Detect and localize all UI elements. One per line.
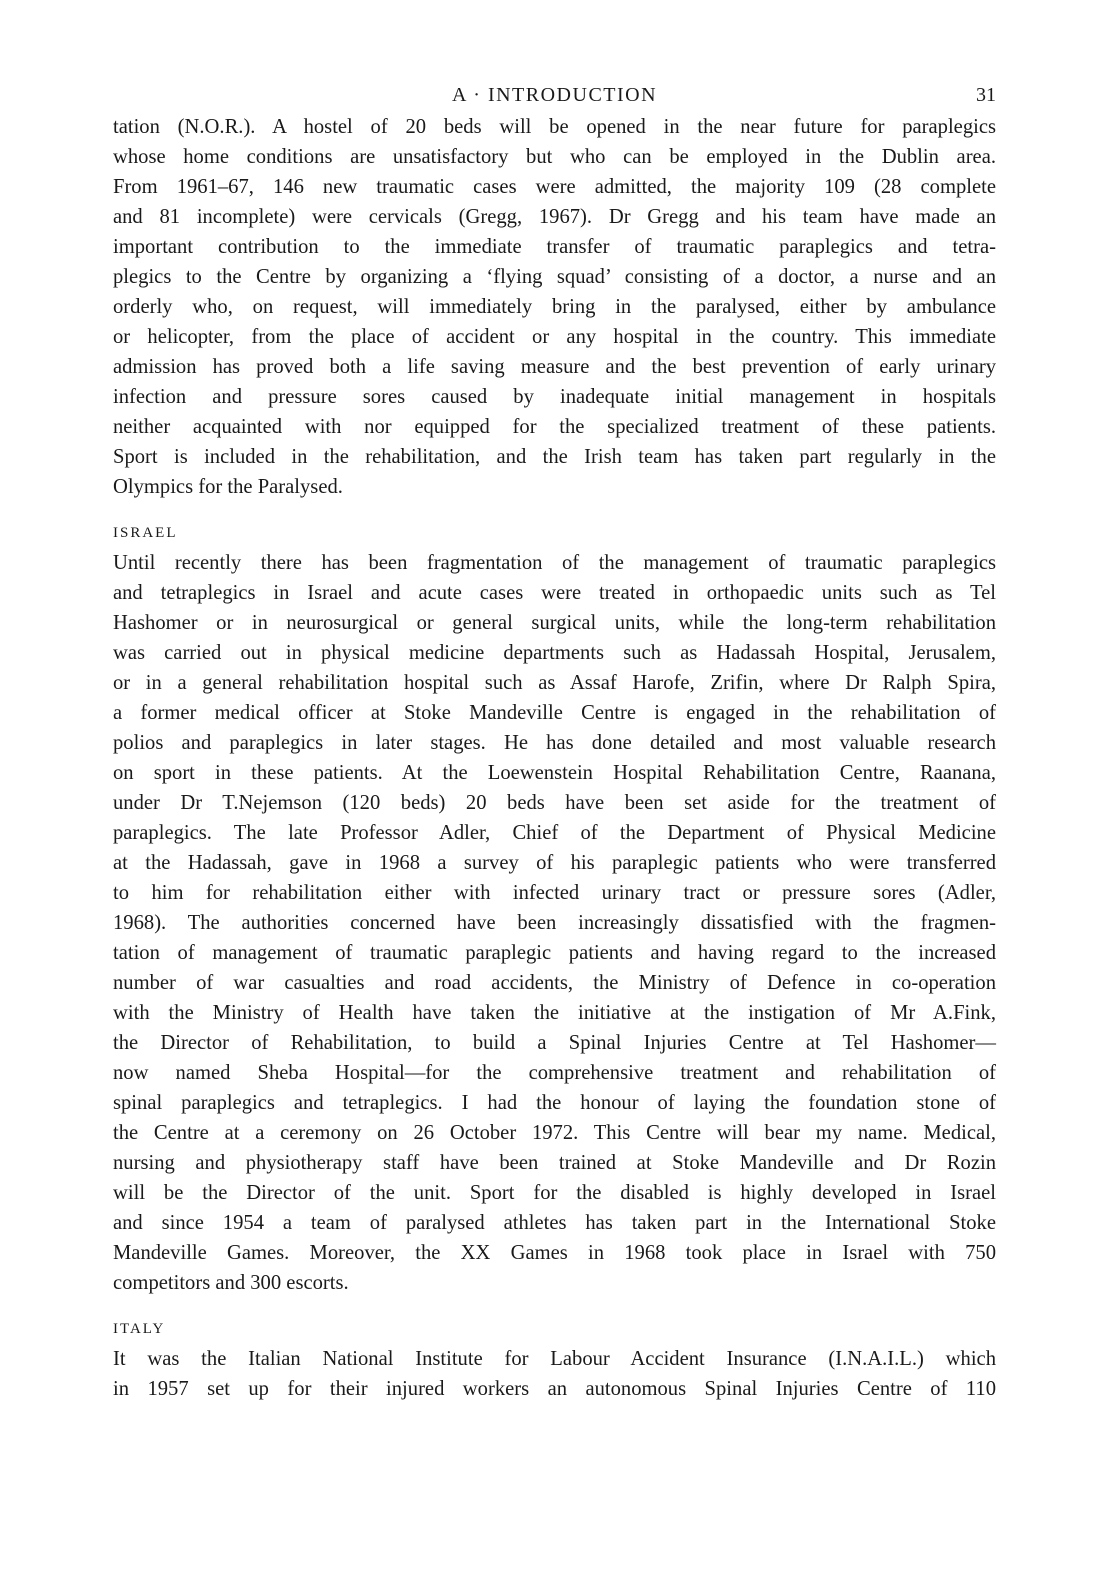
- section-continued: [113, 112, 996, 502]
- paragraph: [113, 548, 996, 1298]
- text-line: was carried out in physical medicine departments such as Hadassah Hospital, Jerusalem,: [113, 642, 996, 664]
- text-line: tation (N.O.R.). A hostel of 20 beds will be opened in the near future for paraplegics: [113, 116, 996, 138]
- page-number: 31: [976, 84, 996, 106]
- text-line: or in a general rehabilitation hospital such as Assaf Harofe, Zrifin, where Dr Ralph Spira,: [113, 672, 996, 694]
- text-line: on sport in these patients. At the Loewenstein Hospital Rehabilitation Centre, Raanana,: [113, 762, 996, 784]
- section-italy: [113, 1314, 996, 1404]
- section-israel: [113, 518, 996, 1298]
- text-line: It was the Italian National Institute for Labour Accident Insurance (I.N.A.I.L.) which: [113, 1348, 996, 1370]
- text-line: and 81 incomplete) were cervicals (Gregg, 1967). Dr Gregg and his team have made an: [113, 206, 996, 228]
- text-line: plegics to the Centre by organizing a ‘flying squad’ consisting of a doctor, a nurse and an: [113, 266, 996, 288]
- text-line: and tetraplegics in Israel and acute cases were treated in orthopaedic units such as Tel: [113, 582, 996, 604]
- text-line: admission has proved both a life saving measure and the best prevention of early urinary: [113, 356, 996, 378]
- text-line: infection and pressure sores caused by inadequate initial management in hospitals: [113, 386, 996, 408]
- text-line: will be the Director of the unit. Sport for the disabled is highly developed in Israel: [113, 1182, 996, 1204]
- text-line: Mandeville Games. Moreover, the XX Games in 1968 took place in Israel with 750: [113, 1242, 996, 1264]
- running-head: [113, 80, 996, 112]
- text-line: the Director of Rehabilitation, to build a Spinal Injuries Centre at Tel Hashomer—: [113, 1032, 996, 1054]
- text-line: the Centre at a ceremony on 26 October 1972. This Centre will bear my name. Medical,: [113, 1122, 996, 1144]
- text-line: Sport is included in the rehabilitation, and the Irish team has taken part regularly in the: [113, 446, 996, 468]
- text-line: at the Hadassah, gave in 1968 a survey of his paraplegic patients who were transferred: [113, 852, 996, 874]
- text-line: a former medical officer at Stoke Mandeville Centre is engaged in the rehabilitation of: [113, 702, 996, 724]
- text-line: tation of management of traumatic paraplegic patients and having regard to the increased: [113, 942, 996, 964]
- text-line: in 1957 set up for their injured workers an autonomous Spinal Injuries Centre of 110: [113, 1378, 996, 1400]
- paragraph: [113, 112, 996, 502]
- text-line: nursing and physiotherapy staff have been trained at Stoke Mandeville and Dr Rozin: [113, 1152, 996, 1174]
- text-line: competitors and 300 escorts.: [113, 1272, 349, 1294]
- text-line: Olympics for the Paralysed.: [113, 476, 343, 498]
- paragraph: [113, 1344, 996, 1404]
- text-line: to him for rehabilitation either with infected urinary tract or pressure sores (Adler,: [113, 882, 996, 904]
- text-line: whose home conditions are unsatisfactory but who can be employed in the Dublin area.: [113, 146, 996, 168]
- text-line: From 1961–67, 146 new traumatic cases were admitted, the majority 109 (28 complete: [113, 176, 996, 198]
- text-line: important contribution to the immediate transfer of traumatic paraplegics and tetra-: [113, 236, 996, 258]
- text-line: paraplegics. The late Professor Adler, Chief of the Department of Physical Medicine: [113, 822, 996, 844]
- text-line: or helicopter, from the place of accident or any hospital in the country. This immediate: [113, 326, 996, 348]
- text-line: orderly who, on request, will immediately bring in the paralysed, either by ambulance: [113, 296, 996, 318]
- section-heading: ITALY: [113, 1321, 166, 1337]
- document-page: [113, 80, 996, 1404]
- text-line: spinal paraplegics and tetraplegics. I had the honour of laying the foundation stone of: [113, 1092, 996, 1114]
- text-line: under Dr T.Nejemson (120 beds) 20 beds have been set aside for the treatment of: [113, 792, 996, 814]
- text-line: neither acquainted with nor equipped for the specialized treatment of these patients.: [113, 416, 996, 438]
- text-line: and since 1954 a team of paralysed athletes has taken part in the International Stoke: [113, 1212, 996, 1234]
- text-line: now named Sheba Hospital—for the comprehensive treatment and rehabilitation of: [113, 1062, 996, 1084]
- body-content: [113, 112, 996, 1404]
- text-line: Hashomer or in neurosurgical or general surgical units, while the long-term rehabilitation: [113, 612, 996, 634]
- text-line: polios and paraplegics in later stages. He has done detailed and most valuable research: [113, 732, 996, 754]
- text-line: with the Ministry of Health have taken the initiative at the instigation of Mr A.Fink,: [113, 1002, 996, 1024]
- text-line: 1968). The authorities concerned have been increasingly dissatisfied with the fragmen-: [113, 912, 996, 934]
- text-line: Until recently there has been fragmentation of the management of traumatic paraplegics: [113, 552, 996, 574]
- section-heading: ISRAEL: [113, 525, 178, 541]
- text-line: number of war casualties and road accidents, the Ministry of Defence in co-operation: [113, 972, 996, 994]
- running-head-title: A · INTRODUCTION: [451, 84, 658, 106]
